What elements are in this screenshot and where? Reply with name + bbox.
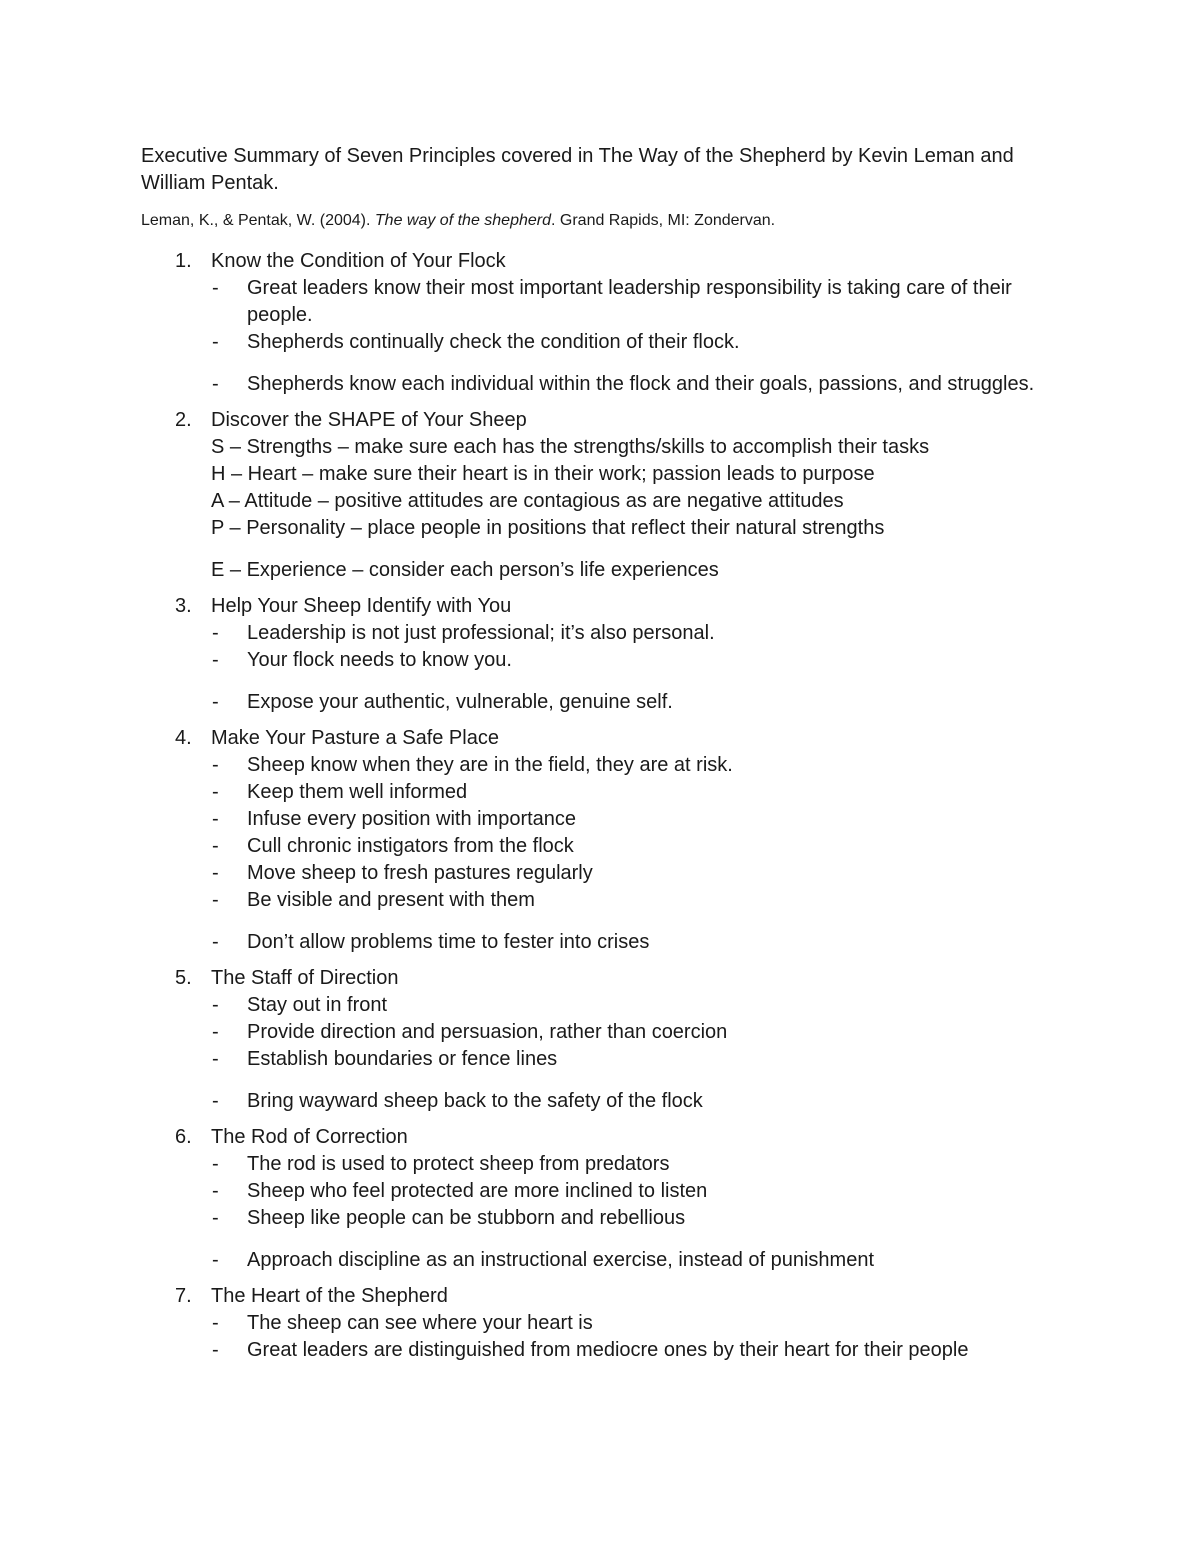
dash-marker: - [212, 994, 219, 1016]
list-item [0, 620, 1200, 647]
shape-line-attitude: A – Attitude – positive attitudes are contagious as are negative attitudes [211, 490, 844, 512]
list-item-text: Stay out in front [247, 994, 388, 1016]
dash-marker: - [212, 931, 219, 953]
principle-title: Discover the SHAPE of Your Sheep [211, 409, 527, 431]
list-item [0, 1019, 1200, 1046]
principle-heading [0, 725, 1200, 752]
principle-7 [0, 1283, 1200, 1364]
list-number: 5. [175, 967, 192, 989]
principle-2 [0, 407, 1200, 584]
list-item-text: Expose your authentic, vulnerable, genuine self. [247, 691, 673, 713]
principles-list [0, 248, 1200, 1364]
list-item-text: Sheep who feel protected are more inclined to listen [247, 1180, 708, 1202]
dash-marker: - [212, 781, 219, 803]
citation [141, 210, 775, 232]
list-item-text: Shepherds continually check the condition of their flock. [247, 331, 740, 353]
list-item [0, 1178, 1200, 1205]
citation-authors: Leman, K., & Pentak, W. (2004). [141, 212, 375, 229]
list-item-text: Infuse every position with importance [247, 808, 577, 830]
dash-marker: - [212, 1153, 219, 1175]
list-item-text: Don’t allow problems time to fester into crises [247, 931, 650, 953]
dash-marker: - [212, 835, 219, 857]
dash-marker: - [212, 1249, 219, 1271]
dash-marker: - [212, 862, 219, 884]
list-item-text: Shepherds know each individual within the flock and their goals, passions, and struggles. [247, 373, 1035, 395]
dash-marker: - [212, 1180, 219, 1202]
list-item [0, 860, 1200, 887]
list-item-text: Provide direction and persuasion, rather than coercion [247, 1021, 728, 1043]
list-item [0, 275, 1200, 329]
shape-line-personality: P – Personality – place people in positions that reflect their natural strengths [211, 517, 885, 539]
list-item-text: Approach discipline as an instructional exercise, instead of punishment [247, 1249, 875, 1271]
dash-marker: - [212, 331, 219, 353]
shape-line-strengths: S – Strengths – make sure each has the strengths/skills to accomplish their tasks [211, 436, 930, 458]
list-item-text: Your flock needs to know you. [247, 649, 512, 671]
list-item [0, 929, 1200, 956]
shape-line-heart: H – Heart – make sure their heart is in their work; passion leads to purpose [211, 463, 875, 485]
dash-marker: - [212, 1021, 219, 1043]
list-item [0, 1247, 1200, 1274]
list-item [0, 1337, 1200, 1364]
dash-marker: - [212, 691, 219, 713]
principle-heading [0, 1124, 1200, 1151]
principle-title: The Heart of the Shepherd [211, 1285, 448, 1307]
citation-book-title: The way of the shepherd [374, 212, 551, 229]
list-item-text: Leadership is not just professional; it’s also personal. [247, 622, 715, 644]
list-item-text: Sheep know when they are in the field, they are at risk. [247, 754, 733, 776]
list-item-text: The rod is used to protect sheep from predators [247, 1153, 670, 1175]
principle-title: Know the Condition of Your Flock [211, 250, 506, 272]
list-number: 1. [175, 250, 192, 272]
dash-marker: - [212, 889, 219, 911]
dash-marker: - [212, 1312, 219, 1334]
principle-1 [0, 248, 1200, 398]
list-item [0, 647, 1200, 674]
dash-marker: - [212, 622, 219, 644]
principle-4 [0, 725, 1200, 956]
list-item [0, 752, 1200, 779]
list-number: 2. [175, 409, 192, 431]
list-item-text: Keep them well informed [247, 781, 468, 803]
principle-title: Help Your Sheep Identify with You [211, 595, 512, 617]
list-item [0, 833, 1200, 860]
principle-title: The Staff of Direction [211, 967, 399, 989]
list-item-text: Great leaders are distinguished from mediocre ones by their heart for their people [247, 1339, 969, 1361]
principle-5 [0, 965, 1200, 1115]
list-item-text: The sheep can see where your heart is [247, 1312, 593, 1334]
principle-title: The Rod of Correction [211, 1126, 408, 1148]
list-item-text: Bring wayward sheep back to the safety of the flock [247, 1090, 703, 1112]
list-item-text: Move sheep to fresh pastures regularly [247, 862, 593, 884]
dash-marker: - [212, 808, 219, 830]
principle-heading [0, 965, 1200, 992]
principle-heading [0, 248, 1200, 275]
dash-marker: - [212, 1090, 219, 1112]
shape-line-experience: E – Experience – consider each person’s life experiences [211, 559, 719, 581]
list-item [0, 806, 1200, 833]
list-item [0, 371, 1200, 398]
dash-marker: - [212, 277, 219, 299]
list-item [0, 1046, 1200, 1073]
principle-heading [0, 1283, 1200, 1310]
dash-marker: - [212, 373, 219, 395]
list-item-text: Great leaders know their most important leadership responsibility is taking care of their people. [247, 277, 1012, 326]
list-number: 7. [175, 1285, 192, 1307]
dash-marker: - [212, 754, 219, 776]
list-item [0, 887, 1200, 914]
principle-6 [0, 1124, 1200, 1274]
principle-title: Make Your Pasture a Safe Place [211, 727, 499, 749]
dash-marker: - [212, 1207, 219, 1229]
dash-marker: - [212, 1339, 219, 1361]
principle-heading [0, 593, 1200, 620]
list-item [0, 1088, 1200, 1115]
list-item [0, 1151, 1200, 1178]
principle-heading [0, 407, 1200, 434]
list-number: 4. [175, 727, 192, 749]
list-item-text: Cull chronic instigators from the flock [247, 835, 574, 857]
list-item [0, 1205, 1200, 1232]
list-item [0, 689, 1200, 716]
list-item [0, 779, 1200, 806]
list-item [0, 1310, 1200, 1337]
principle-3 [0, 593, 1200, 716]
list-item [0, 992, 1200, 1019]
list-item-text: Establish boundaries or fence lines [247, 1048, 558, 1070]
dash-marker: - [212, 1048, 219, 1070]
document-title: Executive Summary of Seven Principles covered in The Way of the Shepherd by Kevin Leman and William Pentak. [141, 145, 1014, 194]
list-item-text: Be visible and present with them [247, 889, 535, 911]
list-number: 3. [175, 595, 192, 617]
list-item-text: Sheep like people can be stubborn and rebellious [247, 1207, 686, 1229]
citation-publisher: . Grand Rapids, MI: Zondervan. [551, 212, 776, 229]
list-number: 6. [175, 1126, 192, 1148]
dash-marker: - [212, 649, 219, 671]
list-item [0, 329, 1200, 356]
